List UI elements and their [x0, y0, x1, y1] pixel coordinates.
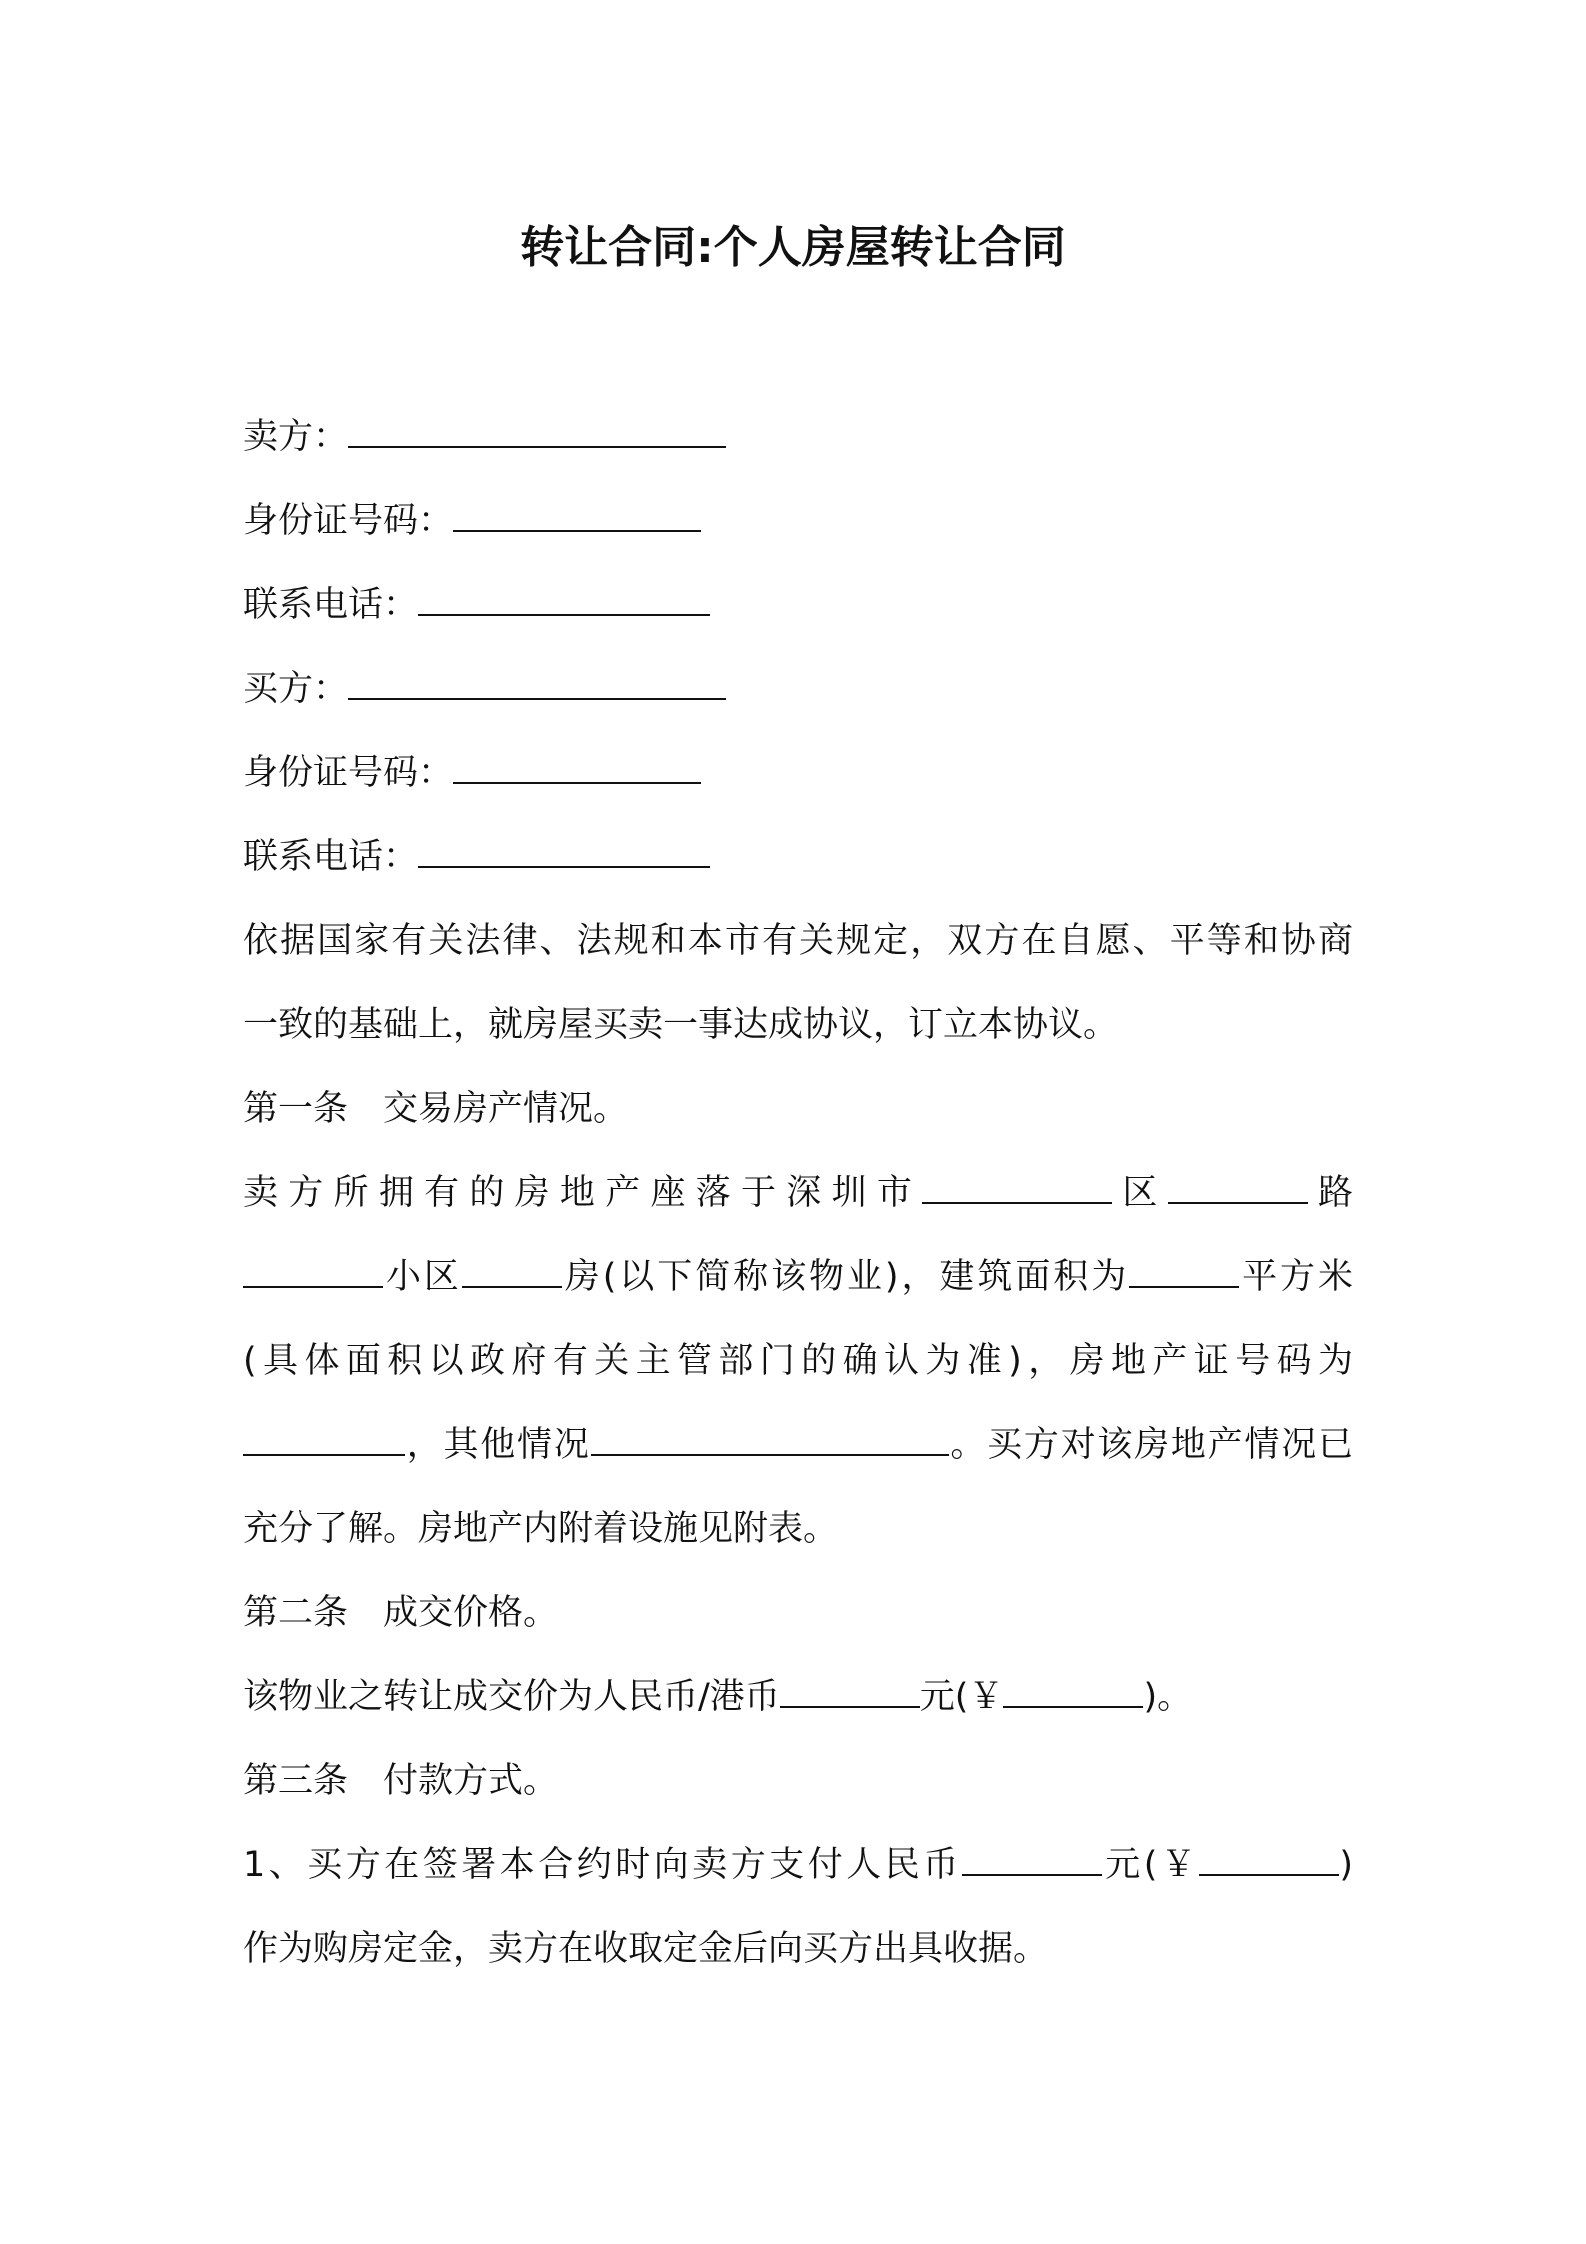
article-3-yuan-label: 元(￥: [1101, 1845, 1200, 1885]
article-2-yuan-label: 元(￥: [919, 1677, 1004, 1717]
district-blank: [922, 1172, 1112, 1204]
article-1-text: 卖方所拥有的房地产座落于深圳市: [243, 1173, 923, 1213]
intro-line-1: 依据国家有关法律、法规和本市有关规定，双方在自愿、平等和协商: [243, 921, 1353, 961]
buyer-id-field: [243, 749, 701, 797]
article-1-estate-label: 小区: [383, 1257, 462, 1297]
article-1-line-1: [243, 1169, 1353, 1217]
article-3-line-2: 作为购房定金，卖方在收取定金后向买方出具收据。: [243, 1929, 1049, 1969]
article-2-price-text: 该物业之转让成交价为人民币/港币: [243, 1677, 780, 1717]
buyer-phone-label: 联系电话：: [243, 837, 419, 877]
area-blank: [1129, 1256, 1239, 1288]
seller-id-label: 身份证号码：: [243, 501, 454, 541]
buyer-label: 买方：: [243, 669, 349, 709]
buyer-phone-field: [243, 833, 710, 881]
article-3-deposit-text: 1、买方在签署本合约时向卖方支付人民币: [243, 1845, 962, 1885]
article-1-line-2: [243, 1253, 1353, 1301]
estate-blank: [243, 1256, 383, 1288]
article-1-other-label: ，其他情况: [405, 1425, 591, 1465]
seller-phone-blank: [418, 584, 710, 616]
article-1-unit-text: 房(以下简称该物业)，建筑面积为: [561, 1257, 1130, 1297]
price-figure-blank: [1003, 1676, 1143, 1708]
article-1-district-label: 区: [1112, 1173, 1168, 1213]
article-3-line-1: [243, 1841, 1353, 1889]
other-blank: [591, 1424, 949, 1456]
article-3-close: ): [1339, 1845, 1353, 1885]
buyer-id-blank: [453, 752, 701, 784]
article-1-road-label: 路: [1307, 1173, 1353, 1213]
buyer-id-label: 身份证号码：: [243, 753, 454, 793]
seller-blank: [348, 416, 726, 448]
buyer-blank: [348, 668, 726, 700]
seller-field: [243, 413, 726, 461]
article-1-line-3: (具体面积以政府有关主管部门的确认为准)，房地产证号码为: [243, 1341, 1353, 1381]
intro-line-2: 一致的基础上，就房屋买卖一事达成协议，订立本协议。: [243, 1005, 1119, 1045]
certificate-blank: [243, 1424, 405, 1456]
road-blank: [1168, 1172, 1308, 1204]
seller-phone-label: 联系电话：: [243, 585, 419, 625]
buyer-phone-blank: [418, 836, 710, 868]
article-2-price-line: [243, 1673, 1192, 1721]
article-1-heading: 第一条 交易房产情况。: [243, 1089, 629, 1129]
price-blank: [780, 1676, 920, 1708]
article-1-line-5: 充分了解。房地产内附着设施见附表。: [243, 1509, 839, 1549]
article-2-close: )。: [1143, 1677, 1193, 1717]
deposit-blank: [962, 1844, 1102, 1876]
seller-phone-field: [243, 581, 710, 629]
article-1-line-4-tail: 。买方对该房地产情况已: [948, 1425, 1353, 1465]
deposit-figure-blank: [1199, 1844, 1339, 1876]
seller-label: 卖方：: [243, 417, 349, 457]
article-2-heading: 第二条 成交价格。: [243, 1593, 559, 1633]
article-1-line-4: [243, 1421, 1353, 1469]
unit-blank: [462, 1256, 562, 1288]
article-1-area-unit: 平方米: [1239, 1257, 1353, 1297]
seller-id-blank: [453, 500, 701, 532]
document-title: 转让合同:个人房屋转让合同: [520, 222, 1066, 273]
buyer-field: [243, 665, 726, 713]
seller-id-field: [243, 497, 701, 545]
article-3-heading: 第三条 付款方式。: [243, 1761, 559, 1801]
